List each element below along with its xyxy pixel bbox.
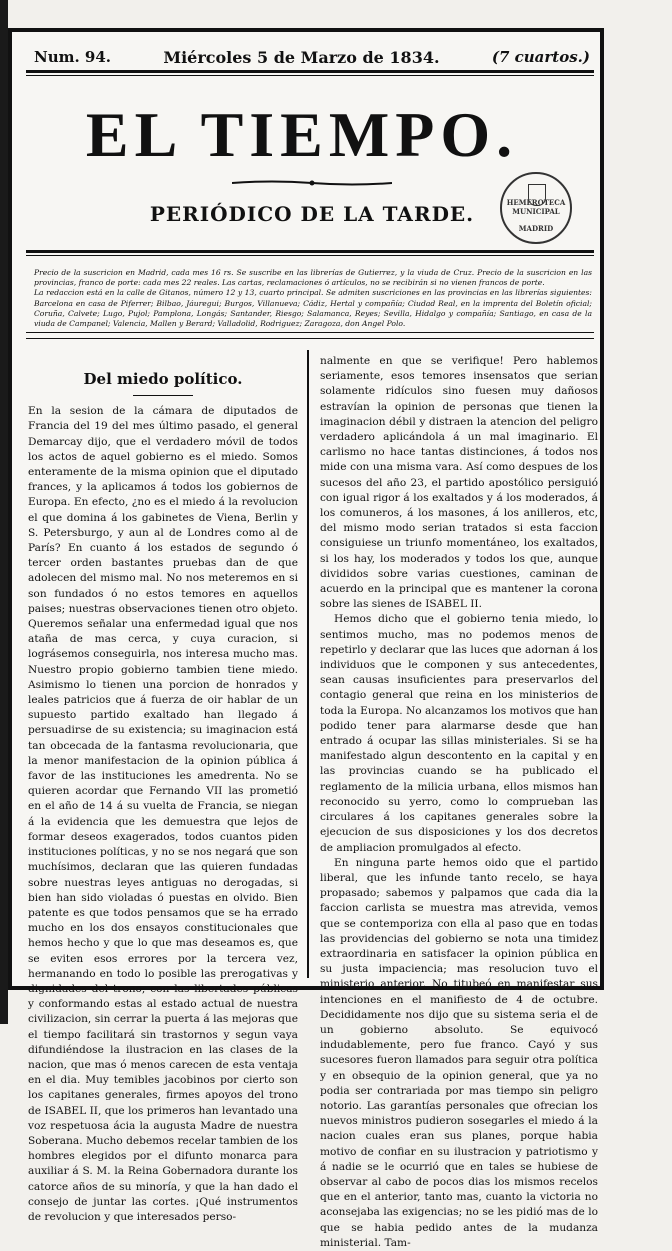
article-paragraph: nalmente en que se verifique! Pero hablemos seriamente, esos temores insensatos que serian solamente ridículos sino fuesen muy dañosos estravían la opinion de personas que tienen la imaginacion débil y distraen la atencion del peligro verdadero aplicándola á un mal imaginario. El carlismo no hace tantas distinciones, á todos nos mide con una misma vara. Así como despues de los sucesos del año 23, el partido apostólico persiguió con igual rigor á los exaltados y á los moderados, á los comuneros, á los masones, á los anilleros, etc, del mismo modo serian tratados si esta faccion consiguiese un triunfo momentáneo, los exaltados, si los hay, los moderados y todos los que, aunque divididos sobre varias cuestiones, caminan de acuerdo en la principal que es mantener la corona sobre las sienes de ISABEL II. <box>320 355 598 611</box>
article-paragraph: En la sesion de la cámara de diputados de Francia del 19 del mes último pasado, el general Demarcay dijo, que el verdadero móvil de todos los actos de aquel gobierno es el miedo. Somos enteramente de la misma opinion que el diputado frances, y la aplicamos á todos los gobiernos de Europa. En efecto, ¿no es el miedo á la revolucion el que domina á los gabinetes de Viena, Berlin y S. Petersburgo, y aun al de Londres como al de París? En cuanto á los estados de segundo ó tercer orden bastantes pruebas dan de que adolecen del mismo mal. No nos meteremos en si son fundados ó no estos temores en aquellos paises; nuestras observaciones tienen otro objeto. Queremos señalar una enfermedad igual que nos ataña de mas cerca, y cuya curacion, si lográsemos conseguirla, nos interesa mucho mas. Nuestro propio gobierno tambien tiene miedo. Asimismo lo tienen una porcion de honrados y leales patricios que á fuerza de oir hablar de un supuesto partido exaltado han llegado á persuadirse de su existencia; su imaginacion está tan obcecada de la fantasma revolucionaria, que la menor manifestacion de la opinion pública á favor de las instituciones les amedrenta. No se quieren acordar que Fernando VII las prometió en el año de 14 á su vuelta de Francia, se niegan á la evidencia que les demuestra que lejos de formar deseos exagerados, todos cuantos piden instituciones políticas, y no se nos negará que son muchísimos, declaran que las quieren fundadas sobre nuestras leyes antiguas no derogadas, si bien han sido violadas ó puestas en olvido. Bien patente es que todos pensamos que se ha errado mucho en los dos ensayos constitucionales que hemos hecho y que lo que mas deseamos es, que se eviten esos errores por la tercera vez, hermanando en todo lo posible las prerogativas y dignidades del trono, con las libertades públicas y conformando estas al estado actual de nuestra civilizacion, sin cerrar la puerta á las mejoras que el tiempo facilitará sin trastornos y segun vaya difundiéndose la ilustracion en las clases de la nacion, que mas ó menos carecen de esta ventaja en el dia. Muy temibles jacobinos por cierto son los capitanes generales, firmes apoyos del trono de ISABEL II, que los primeros han levantado una voz respetuosa ácia la augusta Madre de nuestra Soberana. Mucho debemos recelar tambien de los hombres elegidos por el difunto monarca para auxiliar á S. M. la Reina Gobernadora durante los catorce años de su minoría, y que la han dado el consejo de juntar las cortes. ¡Qué instrumentos de revolucion y que interesados perso- <box>28 405 298 1223</box>
scan-edge <box>0 0 8 1024</box>
notice-paragraph: Precio de la suscricion en Madrid, cada mes 16 rs. Se suscribe en las librerías de Gutierrez, y la viuda de Cruz. Precio de la suscricion en las provincias, franco de porte: cada mes 22 reales. Las cartas, reclamaciones ó artículos, no se recibirán si no vienen francos de porte. <box>34 268 592 288</box>
notice-rule-2 <box>26 338 594 339</box>
notice-paragraph: La redaccion está en la calle de Gitanos, número 12 y 13, cuarto principal. Se admiten suscriciones en las provincias en las librerías siguientes: Barcelona en casa de Piferrer; Bilbao, Jáuregui; Burgos, Villanueva; Cádiz, Hertal y compañía; Ciudad Real, en la imprenta del Boletín oficial; Coruña, Calvete; Lugo, Pujol; Pamplona, Longás; Santander, Riesgo; Salamanca, Reyes; Sevilla, Hidalgo y compañía; Santiago, en casa de la viuda de Campanel; Valencia, Mallen y Berard; Valladolid, Rodriguez; Zaragoza, don Angel Polo. <box>34 288 592 329</box>
top-rule <box>26 70 594 73</box>
library-stamp <box>500 172 572 244</box>
article-column-1 <box>28 354 298 1225</box>
mid-rule-thin <box>26 255 594 256</box>
stamp-top-text: HEMEROTECA MUNICIPAL <box>506 198 566 216</box>
issue-number: Num. 94. <box>34 48 112 66</box>
top-rule-thin <box>26 75 594 76</box>
article-column-2 <box>320 354 598 1251</box>
article-title: Del miedo político. <box>83 370 243 388</box>
subscription-notice <box>34 268 592 329</box>
notice-rule <box>26 332 594 333</box>
article-paragraph: Hemos dicho que el gobierno tenia miedo, lo sentimos mucho, mas no podemos menos de repetirlo y declarar que las luces que adornan á los individuos que le componen y sus antecedentes, sean causas insuficientes para preservarlos del contagio general que reina en los ministerios de toda la Europa. No alcanzamos los motivos que han podido tener para alarmarse desde que han entrado á ocupar las sillas ministeriales. Si se ha manifestado algun descontento en la capital y en las provincias cuando se ha publicado el reglamento de la milicia urbana, ellos mismos han reconocido su yerro, como lo comprueban las circulares á los capitanes generales sobre la ejecucion de sus disposiciones y los dos decretos de ampliacion promulgados al efecto. <box>320 613 598 854</box>
issue-date: Miércoles 5 de Marzo de 1834. <box>163 48 440 67</box>
newspaper-title: EL TIEMPO. <box>85 99 519 170</box>
stamp-bottom-text: MADRID <box>518 224 554 233</box>
newspaper-page <box>8 28 604 1249</box>
title-rule <box>133 395 193 396</box>
issue-line <box>34 48 590 67</box>
ornament-icon <box>232 180 392 186</box>
newspaper-subtitle: PERIÓDICO DE LA TARDE. <box>149 202 475 226</box>
article-paragraph: En ninguna parte hemos oido que el partido liberal, que les infunde tanto recelo, se haya propasado; sabemos y palpamos que cada dia la faccion carlista se muestra mas atrevida, vemos que se contemporiza con ella al paso que en todas las providencias del gobierno se nota una timidez extraordinaria en satisfacer la opinion pública en su justa impaciencia; mas resolucion tuvo el ministerio anterior. No titubeó en manifestar sus intenciones en el manifiesto de 4 de octubre. Decididamente nos dijo que su sistema seria el de un gobierno absoluto. Se equivocó indudablemente, pero fue franco. Cayó y sus sucesores fueron llamados para seguir otra política y en obsequio de la opinion general, que ya no podia ser contrariada por mas tiempo sin peligro notorio. Las garantías personales que ofrecian los nuevos ministros pudieron sosegarles el miedo á la nacion cuales eran sus planes, porque habia motivo de confiar en su ilustracion y patriotismo y á nadie se le ocurrió que en tales se hubiese de observar al cabo de pocos dias los mismos recelos que en el anterior, tanto mas, cuanto la victoria no aconsejaba las exigencias; no se les pidió mas de lo que se habia pedido antes de la mudanza ministerial. Tam- <box>320 856 598 1249</box>
mid-rule <box>26 250 594 253</box>
issue-price: (7 cuartos.) <box>491 48 590 66</box>
column-divider <box>307 350 309 978</box>
